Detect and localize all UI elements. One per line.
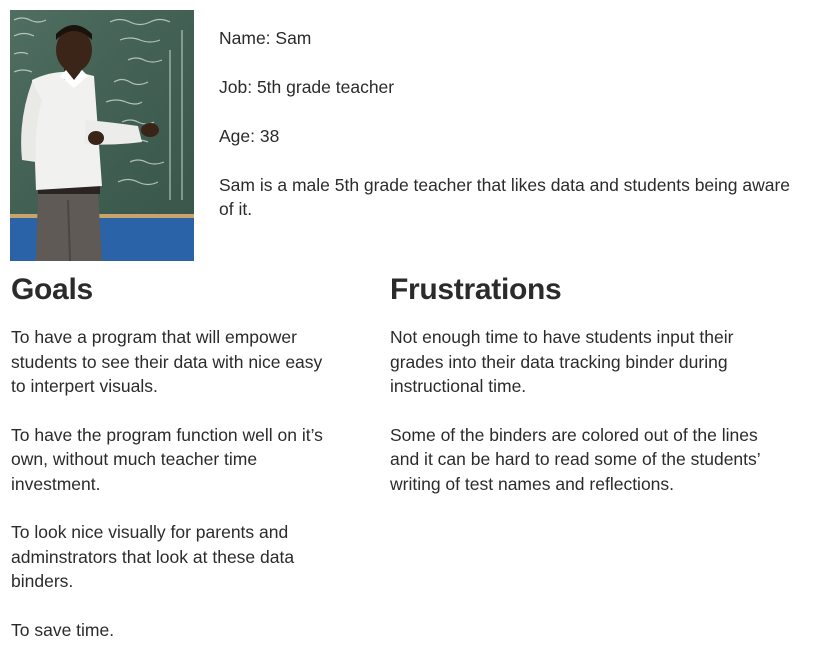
persona-age: Age: 38 bbox=[219, 126, 280, 146]
frustration-item: Not enough time to have students input their grades into their data tracking binder during instructional time. bbox=[390, 327, 734, 396]
persona-description: Sam is a male 5th grade teacher that likes data and students being aware of it. bbox=[219, 175, 791, 219]
frustrations-section bbox=[390, 272, 790, 520]
goal-item: To save time. bbox=[11, 619, 115, 640]
frustration-item: Some of the binders are colored out of the lines and it can be hard to read some of the students’ writing of test names and reflections. bbox=[390, 424, 761, 494]
goal-item: To look nice visually for parents and adminstrators that look at these data binders. bbox=[11, 522, 295, 591]
teacher-photo-illustration bbox=[10, 10, 194, 261]
persona-info bbox=[219, 26, 799, 221]
goal-item: To have the program function well on it’s own, without much teacher time investment. bbox=[11, 424, 323, 494]
goals-heading: Goals bbox=[11, 273, 93, 306]
goals-section bbox=[11, 272, 331, 666]
goal-item: To have a program that will empower students to see their data with nice easy to interpert visuals. bbox=[11, 327, 323, 396]
persona-job: Job: 5th grade teacher bbox=[219, 77, 395, 97]
persona-name: Name: Sam bbox=[219, 28, 312, 48]
persona-photo bbox=[10, 10, 194, 261]
frustrations-heading: Frustrations bbox=[390, 273, 562, 306]
